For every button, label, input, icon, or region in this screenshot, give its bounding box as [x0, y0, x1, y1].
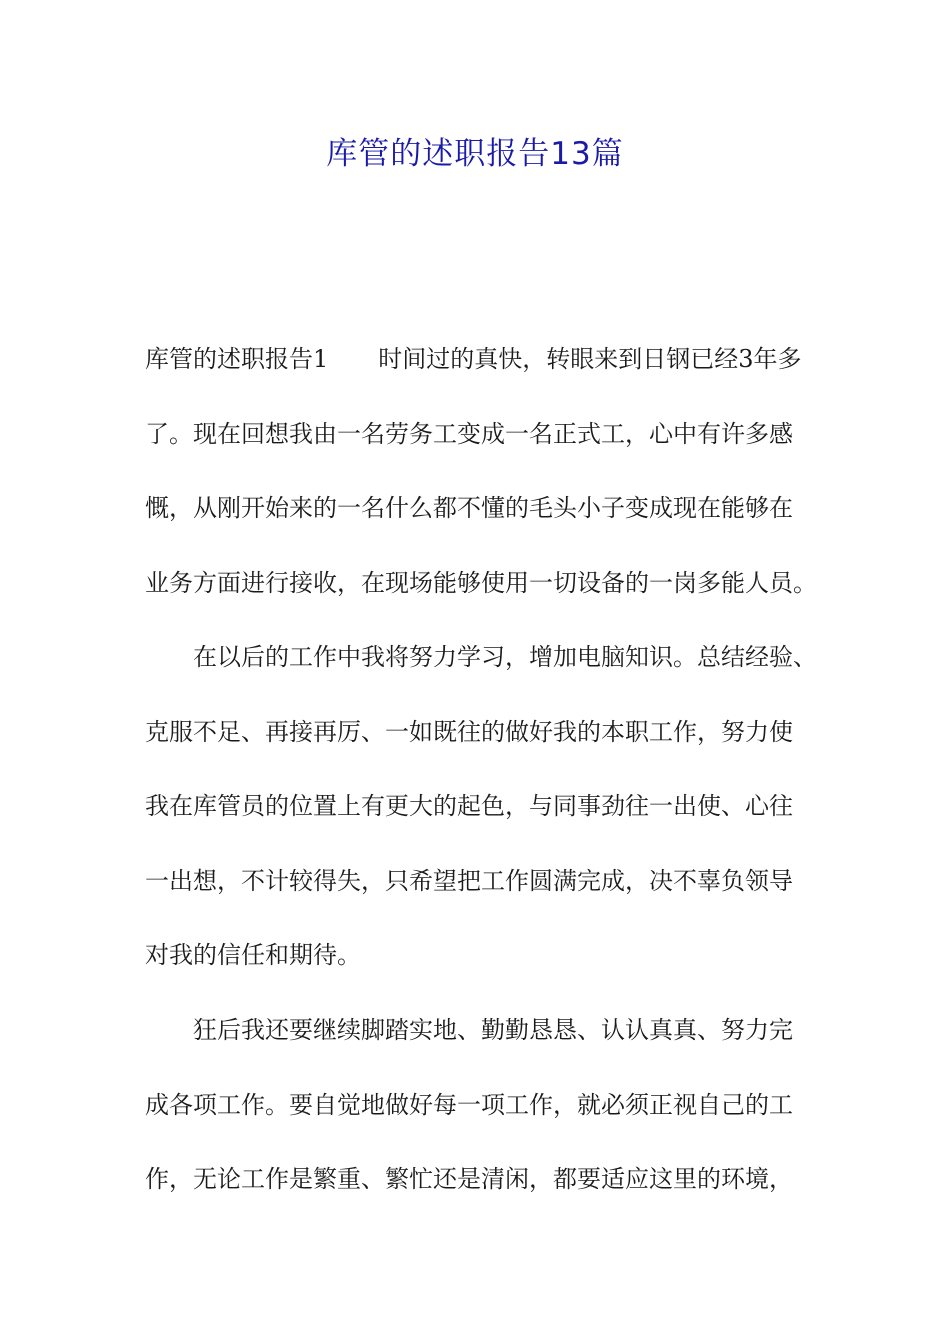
paragraph-1-line-1 [145, 339, 825, 379]
paragraph-2-line-2: 克服不足、再接再厉、一如既往的做好我的本职工作，努力使 [145, 718, 793, 746]
paragraph-3-line-3: 作，无论工作是繁重、繁忙还是清闲，都要适应这里的环境， [145, 1165, 793, 1193]
paragraph-1-line-1-text: 时间过的真快，转眼来到日钢已经3年多 [378, 345, 802, 373]
paragraph-1-line-4: 业务方面进行接收，在现场能够使用一切设备的一岗多能人员。 [145, 569, 817, 597]
paragraph-2-line-1: 在以后的工作中我将努力学习，增加电脑知识。总结经验、 [193, 643, 817, 671]
document-title: 库管的述职报告13篇 [326, 136, 624, 172]
paragraph-3-line-2: 成各项工作。要自觉地做好每一项工作，就必须正视自己的工 [145, 1091, 793, 1119]
paragraph-3-line-1: 狂后我还要继续脚踏实地、勤勤恳恳、认认真真、努力完 [193, 1016, 793, 1044]
paragraph-2-line-3: 我在库管员的位置上有更大的起色，与同事劲往一出使、心往 [145, 792, 793, 820]
paragraph-1-line-3: 慨，从刚开始来的一名什么都不懂的毛头小子变成现在能够在 [145, 494, 793, 522]
paragraph-2-line-5: 对我的信任和期待。 [145, 941, 361, 969]
paragraph-1-line-2: 了。现在回想我由一名劳务工变成一名正式工，心中有许多感 [145, 420, 793, 448]
paragraph-2-line-4: 一出想，不计较得失，只希望把工作圆满完成，决不辜负领导 [145, 867, 793, 895]
section-heading: 库管的述职报告1 [145, 345, 329, 373]
